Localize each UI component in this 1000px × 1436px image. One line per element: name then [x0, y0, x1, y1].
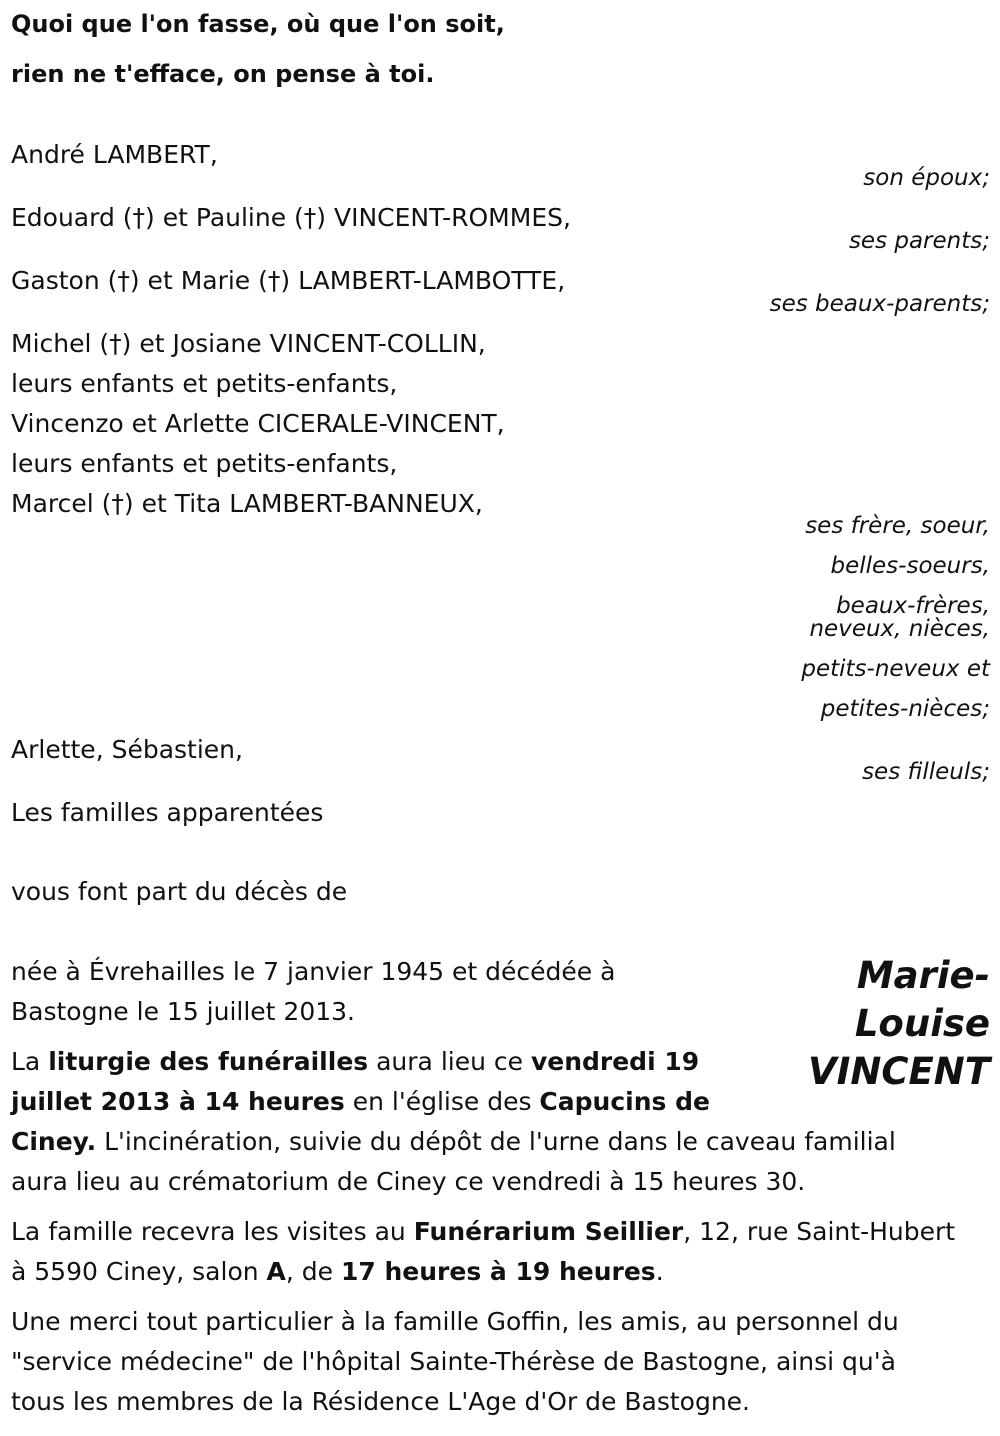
verse-line-2: rien ne t'efface, on pense à toi. — [11, 60, 435, 88]
thanks-line-3: tous les membres de la Résidence L'Age d'Or de Bastogne. — [11, 1387, 751, 1416]
parents-name: Edouard (†) et Pauline (†) VINCENT-ROMMES, — [11, 203, 571, 232]
visits-text: La famille recevra les visites au — [11, 1217, 414, 1246]
liturgy-date: vendredi 19 — [530, 1047, 700, 1076]
birth-line-2: Bastogne le 15 juillet 2013. — [11, 997, 355, 1026]
parents-role: ses parents; — [848, 228, 990, 254]
godchildren-role: ses filleuls; — [862, 759, 990, 785]
liturgy-line-1 — [11, 1042, 699, 1082]
verse-line-1: Quoi que l'on fasse, où que l'on soit, — [11, 10, 505, 38]
deceased-name — [790, 952, 990, 1096]
birth-line-1: née à Évrehailles le 7 janvier 1945 et décédée à — [11, 957, 616, 986]
deceased-name-line: VINCENT — [807, 1050, 990, 1093]
visits-text: , de — [285, 1257, 341, 1286]
siblings-role-line: ses frère, soeur, — [805, 513, 990, 539]
godchildren-name: Arlette, Sébastien, — [11, 735, 243, 764]
siblings-role-line: petites-nièces; — [820, 696, 990, 722]
thanks-line-2: "service médecine" de l'hôpital Sainte-Thérèse de Bastogne, ainsi qu'à — [11, 1347, 896, 1376]
spouse-role: son époux; — [863, 165, 990, 191]
liturgy-emphasis: liturgie des funérailles — [48, 1047, 369, 1076]
announcement: vous font part du décès de — [11, 877, 348, 906]
liturgy-text: aura lieu ce — [368, 1047, 531, 1076]
inlaws-name: Gaston (†) et Marie (†) LAMBERT-LAMBOTTE, — [11, 266, 566, 295]
liturgy-date: juillet 2013 à 14 heures — [11, 1087, 345, 1116]
sibling-line: leurs enfants et petits-enfants, — [11, 369, 398, 398]
siblings-role-line: neveux, nièces, — [809, 616, 990, 642]
liturgy-church: Capucins de — [539, 1087, 710, 1116]
deceased-name-line: Marie- — [856, 954, 990, 997]
visits-text: à 5590 Ciney, salon — [11, 1257, 267, 1286]
related-families: Les familles apparentées — [11, 798, 324, 827]
siblings-role-line: petits-neveux et — [801, 656, 990, 682]
visits-salon: A — [266, 1257, 286, 1286]
sibling-line: leurs enfants et petits-enfants, — [11, 449, 398, 478]
sibling-line: Marcel (†) et Tita LAMBERT-BANNEUX, — [11, 489, 483, 518]
siblings-role-line: belles-soeurs, — [830, 553, 990, 579]
deceased-name-line: Louise — [854, 1002, 990, 1045]
liturgy-text: L'incinération, suivie du dépôt de l'urne dans le caveau familial — [96, 1127, 896, 1156]
spouse-name: André LAMBERT, — [11, 140, 218, 169]
sibling-line: Vincenzo et Arlette CICERALE-VINCENT, — [11, 409, 505, 438]
liturgy-line-3 — [11, 1122, 896, 1162]
visits-place: Funérarium Seillier — [413, 1217, 684, 1246]
visits-text: . — [655, 1257, 664, 1286]
liturgy-line-2 — [11, 1082, 710, 1122]
sibling-line: Michel (†) et Josiane VINCENT-COLLIN, — [11, 329, 486, 358]
siblings-role-line: beaux-frères, — [836, 593, 990, 619]
visits-hours: 17 heures à 19 heures — [340, 1257, 656, 1286]
visits-line-2 — [11, 1252, 664, 1292]
liturgy-text: La — [11, 1047, 49, 1076]
visits-text: , 12, rue Saint-Hubert — [683, 1217, 956, 1246]
liturgy-text: en l'église des — [344, 1087, 540, 1116]
liturgy-line-4: aura lieu au crématorium de Ciney ce vendredi à 15 heures 30. — [11, 1167, 806, 1196]
inlaws-role: ses beaux-parents; — [769, 291, 990, 317]
visits-line-1 — [11, 1212, 955, 1252]
liturgy-church: Ciney. — [11, 1127, 97, 1156]
thanks-line-1: Une merci tout particulier à la famille Goffin, les amis, au personnel du — [11, 1307, 899, 1336]
